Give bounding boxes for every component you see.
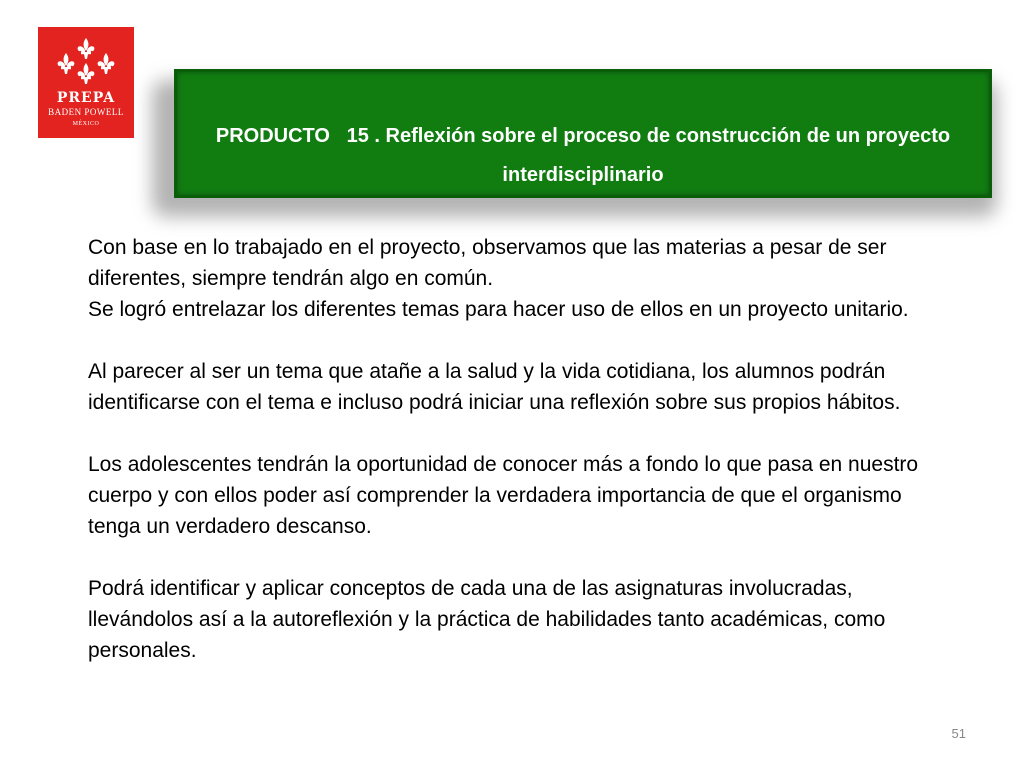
title-line-1: PRODUCTO 15 . Reflexión sobre el proceso de construcción de un proyecto [215,125,951,147]
logo-subtitle: BADEN POWELL [48,107,124,117]
logo-title: PREPA [56,90,116,106]
paragraph-gap [88,418,948,449]
logo-country: MÉXICO [72,121,100,127]
body-text [88,232,948,666]
paragraph-gap [88,542,948,573]
page-number: 51 [951,726,966,741]
paragraph-5: Podrá identificar y aplicar conceptos de cada una de las asignaturas involucradas, llevándolos así a la autoreflexión y la práctica de habilidades tanto académicas, como personales. [88,577,886,662]
paragraph-4: Los adolescentes tendrán la oportunidad de conocer más a fondo lo que pasa en nuestro cuerpo y con ellos poder así comprender la verdadera importancia de que el organismo tenga un verdadero descanso. [88,453,919,538]
paragraph-gap [88,325,948,356]
school-logo [38,27,134,138]
paragraph-3: Al parecer al ser un tema que atañe a la salud y la vida cotidiana, los alumnos podrán identificarse con el tema e incluso podrá iniciar una reflexión sobre sus propios hábitos. [88,360,901,414]
paragraph-2: Se logró entrelazar los diferentes temas para hacer uso de ellos en un proyecto unitario. [88,298,909,321]
title-banner [174,69,992,198]
paragraph-1: Con base en lo trabajado en el proyecto, observamos que las materias a pesar de ser diferentes, siempre tendrán algo en común. [88,236,887,290]
fleur-de-lis-icon [52,36,120,88]
title-line-2: interdisciplinario [502,164,664,186]
